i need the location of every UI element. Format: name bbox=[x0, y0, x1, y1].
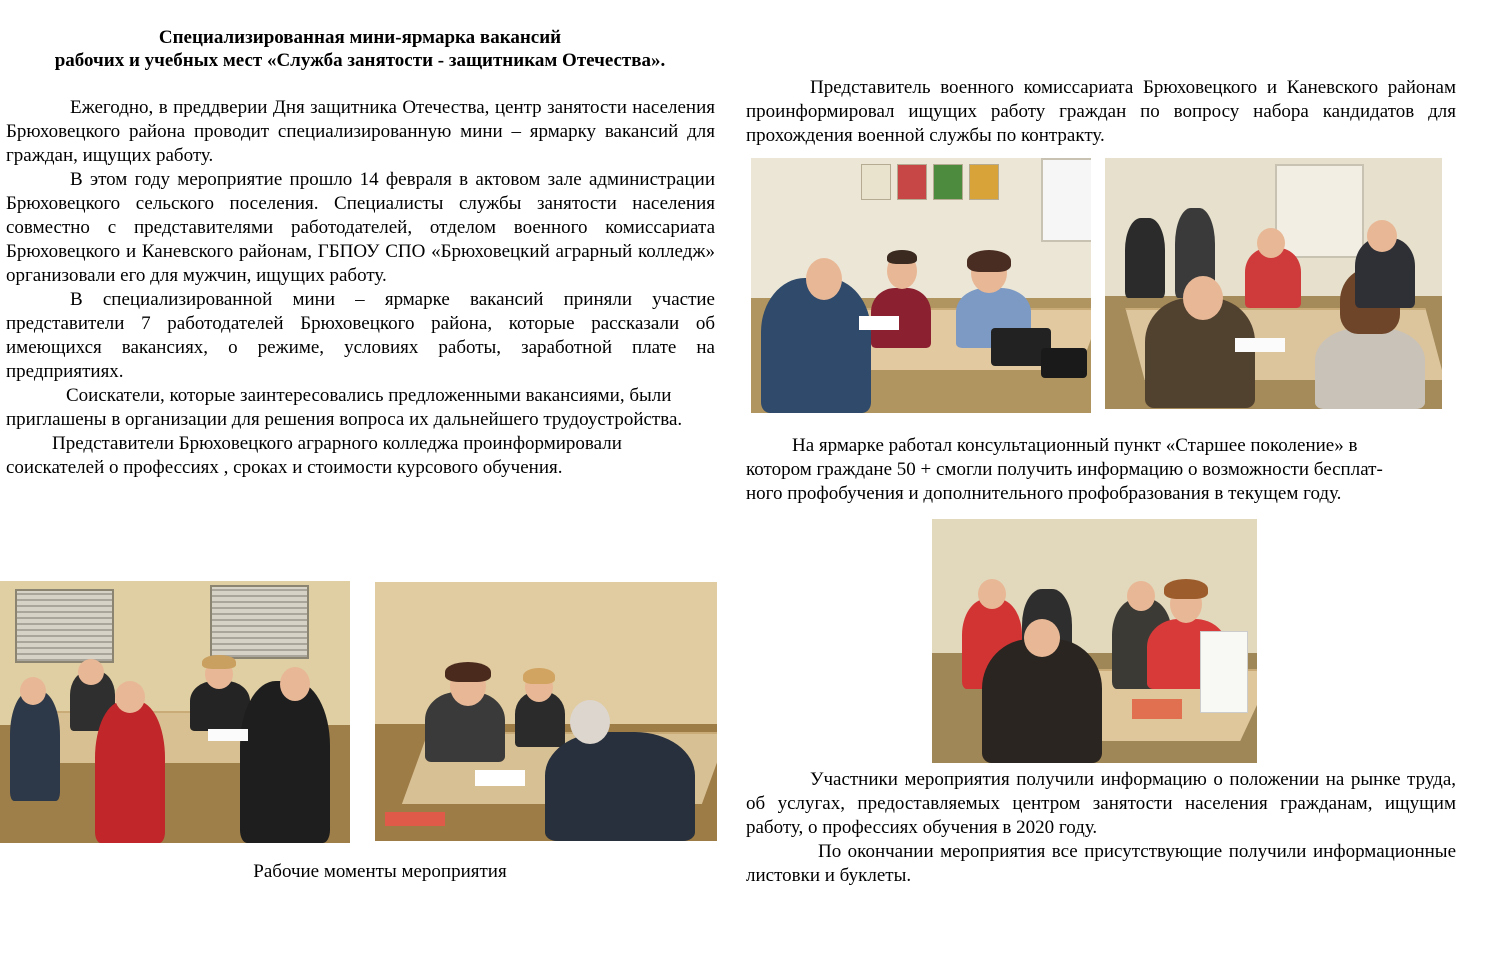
right-paragraph-4: По окончании мероприятия все присутствующие получили информационные листовки и буклеты. bbox=[746, 841, 1456, 886]
left-paragraph-3: В специализированной мини – ярмарке вакансий приняли участие представители 7 работодателей Брюховецкого района, которые рассказали об имеющихся вакансиях, о режиме, условиях работы, заработной плате на предприятиях. bbox=[6, 289, 715, 382]
title-line-2: рабочих и учебных мест «Служба занятости - защитникам Отечества». bbox=[54, 50, 666, 71]
photo-working-moment-1 bbox=[0, 581, 350, 843]
title-line-1: Специализированная мини-ярмарка вакансий bbox=[158, 27, 562, 48]
left-paragraph-2: В этом году мероприятие прошло 14 февраля в актовом зале администрации Брюховецкого сельского поселения. Специалисты службы занятости населения совместно с представителями работодателей, отделом военного комиссариата Брюховецкого и Каневского районам, ГБПОУ СПО «Брюховецкий аграрный колледж» организовали его для мужчин, ищущих работу. bbox=[6, 169, 715, 286]
photo-senior-consultation bbox=[932, 519, 1257, 763]
left-paragraph-1: Ежегодно, в преддверии Дня защитника Отечества, центр занятости населения Брюховецкого района проводит специализированную мини – ярмарку вакансий для граждан, ищущих работу. bbox=[6, 97, 715, 166]
left-paragraph-4: Соискатели, которые заинтересовались предложенными вакансиями, были приглашены в организации для решения вопроса их дальнейшего трудоустройства. bbox=[6, 385, 683, 430]
right-paragraph-3-block bbox=[746, 768, 1456, 888]
document-title bbox=[0, 26, 720, 72]
right-paragraph-2-line-1: На ярмарке работал консультационный пункт «Старшее поколение» в bbox=[792, 435, 1358, 456]
right-paragraph-1: Представитель военного комиссариата Брюховецкого и Каневского районам проинформировал ищущих работу граждан по вопросу набора кандидатов для прохождения военной службы по контракту. bbox=[746, 77, 1456, 146]
left-column-text bbox=[6, 96, 715, 480]
right-paragraph-1-block bbox=[746, 76, 1456, 148]
photo-caption: Рабочие моменты мероприятия bbox=[253, 861, 507, 882]
right-paragraph-2-block bbox=[746, 434, 1456, 506]
right-paragraph-2-line-2: котором граждане 50 + смогли получить информацию о возможности бесплат- bbox=[746, 459, 1383, 480]
right-paragraph-2-line-3: ного профобучения и дополнительного профобразования в текущем году. bbox=[746, 483, 1342, 504]
photo-crowd-table bbox=[1105, 158, 1442, 409]
photo-military-consultation bbox=[751, 158, 1091, 413]
left-paragraph-5: Представители Брюховецкого аграрного колледжа проинформировали соискателей о профессиях , сроках и стоимости курсового обучения. bbox=[6, 433, 622, 478]
right-paragraph-3: Участники мероприятия получили информацию о положении на рынке труда, об услугах, предоставляемых центром занятости населения гражданам, ищущим работу, о профессиях обучения в 2020 году. bbox=[746, 769, 1456, 838]
photo-working-moment-2 bbox=[375, 582, 717, 841]
